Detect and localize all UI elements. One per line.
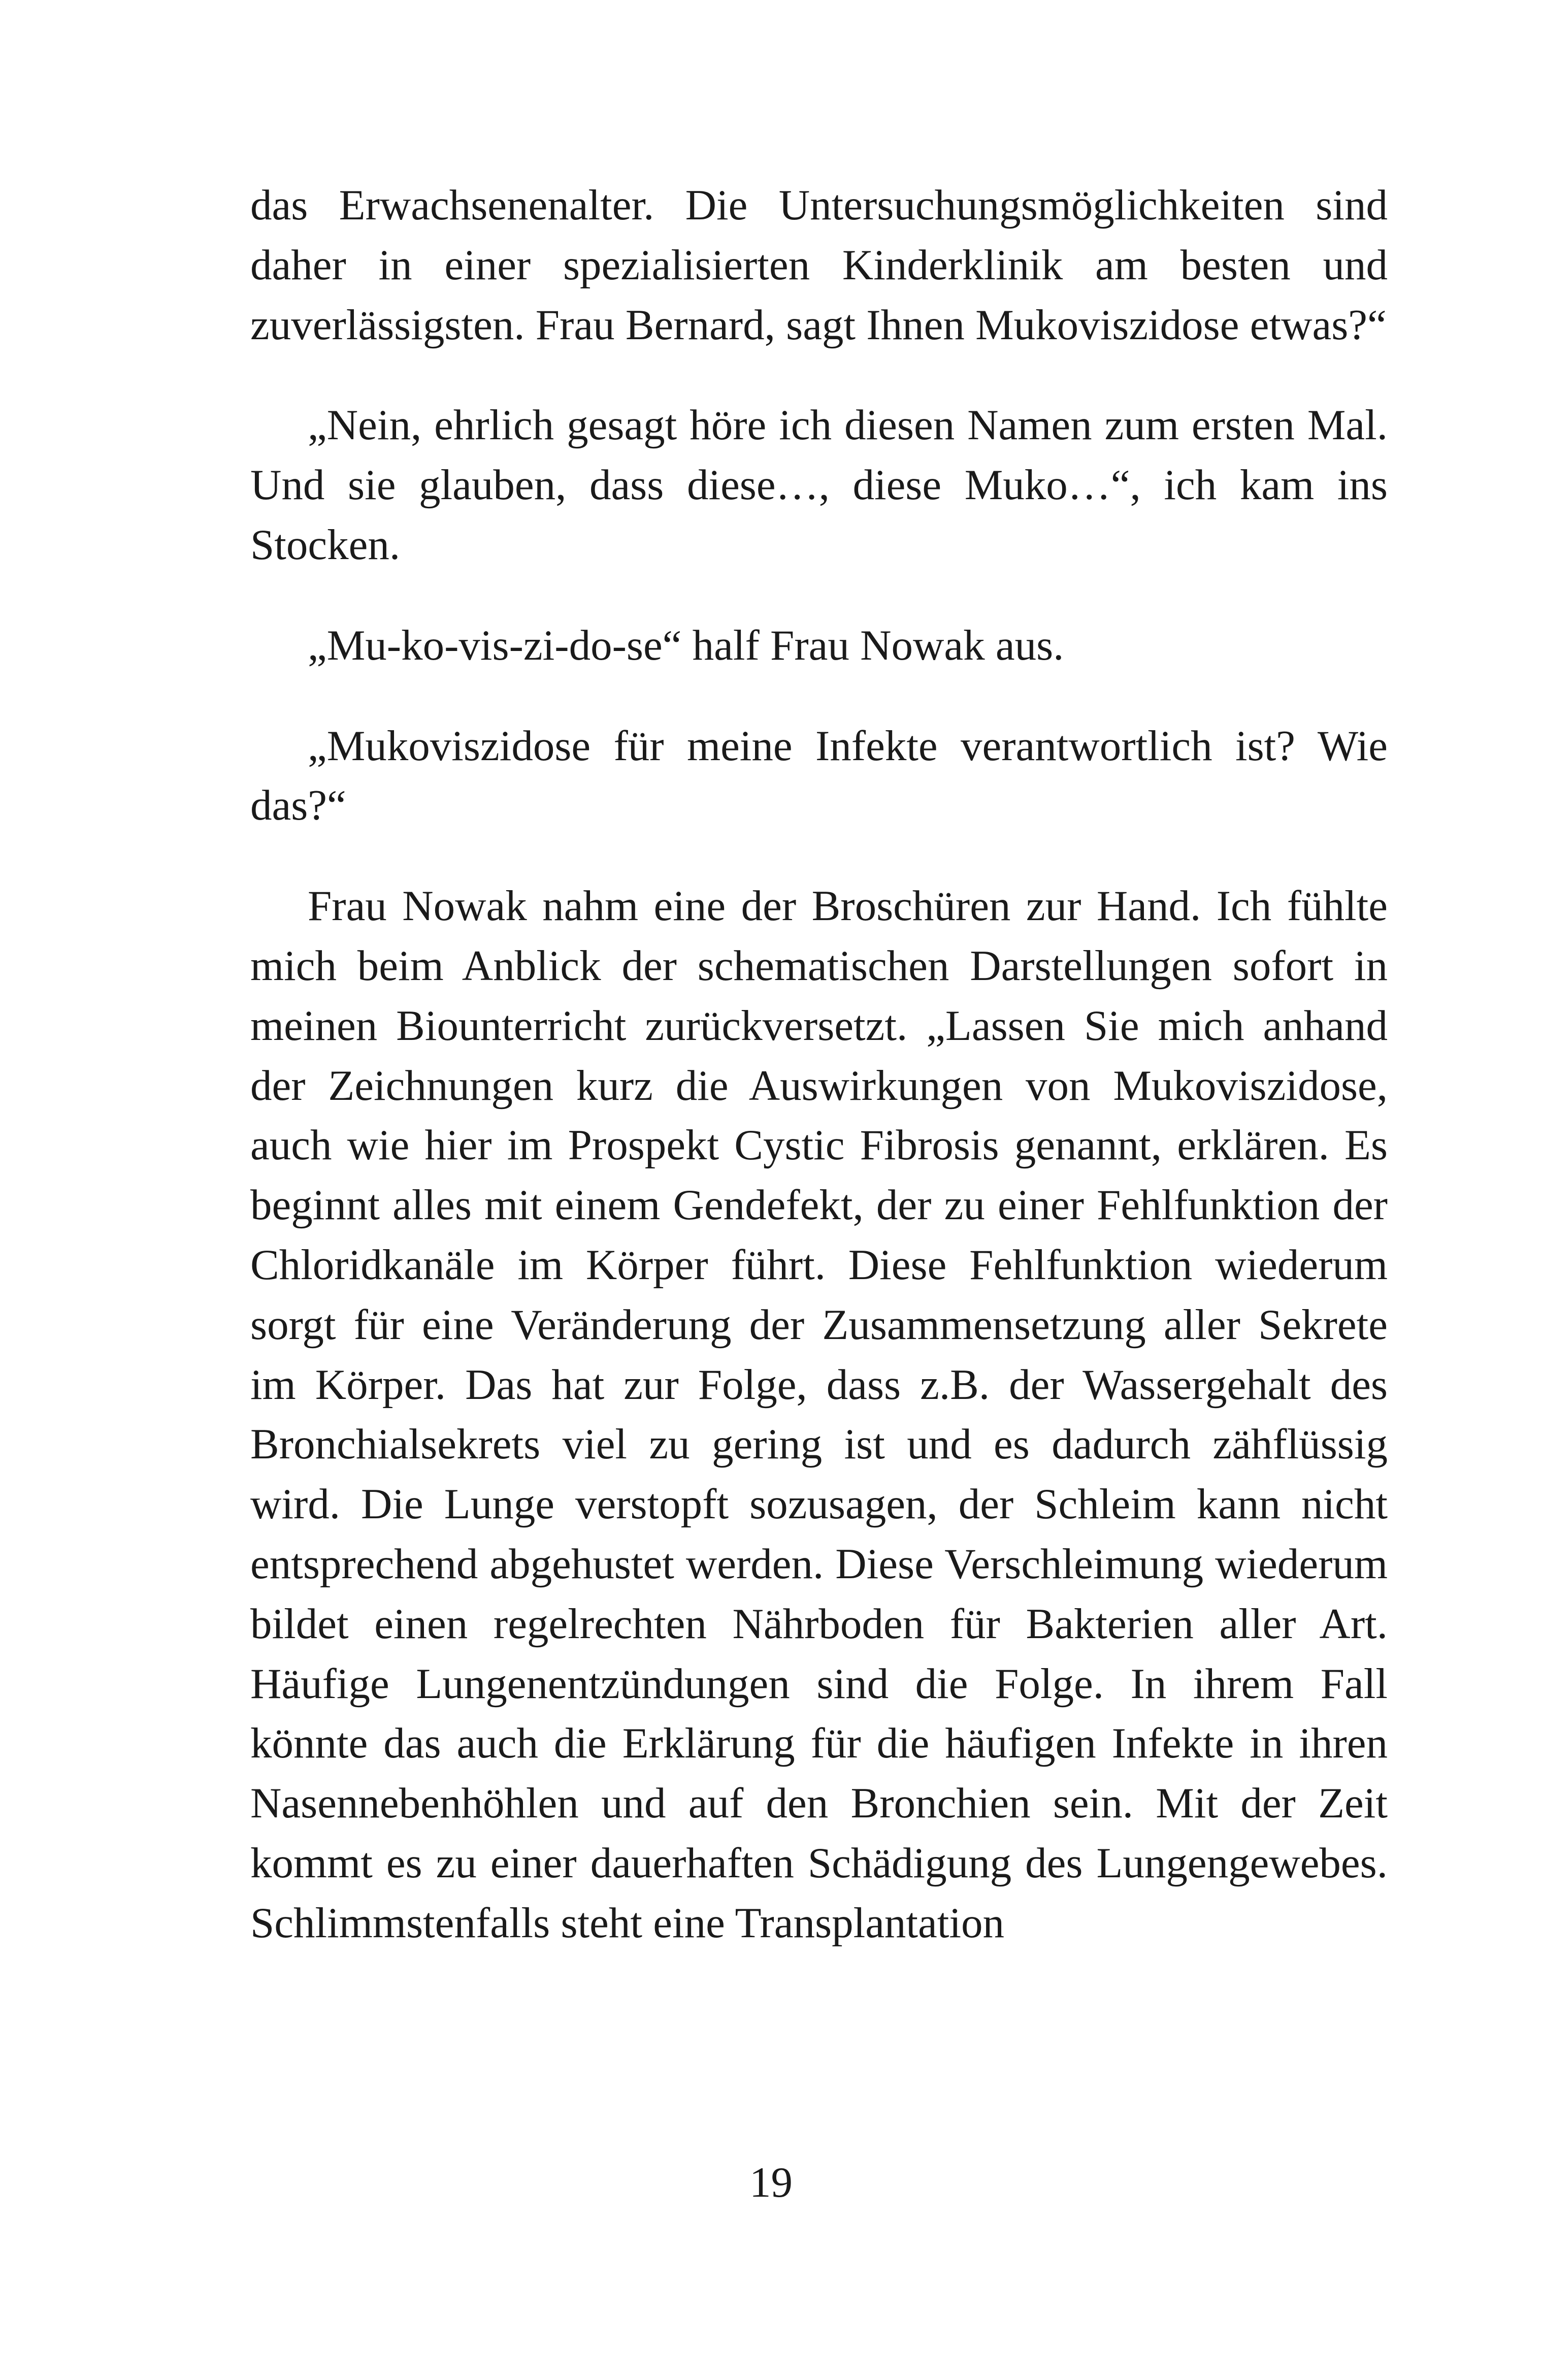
paragraph-dialogue: „Nein, ehrlich gesagt höre ich diesen Namen zum ersten Mal. Und sie glauben, dass diese…, diese Muko…“, ich kam ins Stocken. xyxy=(250,401,1388,569)
paragraph-explanation: Frau Nowak nahm eine der Broschüren zur Hand. Ich fühlte mich beim Anblick der schematischen Darstellungen sofort in meinen Biounterricht zurückversetzt. „Lassen Sie mich anhand der Zeichnungen kurz die Auswirkungen von Mukoviszidose, auch wie hier im Prospekt Cystic Fibrosis genannt, erklären. Es beginnt alles mit einem Gendefekt, der zu einer Fehlfunktion der Chloridkanäle im Körper führt. Diese Fehlfunktion wiederum sorgt für eine Veränderung der Zusammensetzung aller Sekrete im Körper. Das hat zur Folge, dass z.B. der Wassergehalt des Bronchialsekrets viel zu gering ist und es dadurch zähflüssig wird. Die Lunge verstopft sozusagen, der Schleim kann nicht entsprechend abgehustet werden. Diese Verschleimung wiederum bildet einen regelrechten Nährboden für Bakterien aller Art. Häufige Lungenentzündungen sind die Folge. In ihrem Fall könnte das auch die Erklärung für die häufigen Infekte in ihren Nasennebenhöhlen und auf den Bronchien sein. Mit der Zeit kommt es zu einer dauerhaften Schädigung des Lungengewebes. Schlimmstenfalls steht eine Transplantation xyxy=(250,882,1388,1947)
paragraph-dialogue: „Mu-ko-vis-zi-do-se“ half Frau Nowak aus. xyxy=(308,621,1064,669)
page-number: 19 xyxy=(749,2159,793,2206)
paragraph-continuation: das Erwachsenenalter. Die Untersuchungsmöglichkeiten sind daher in einer spezialisierten Kinderklinik am besten und zuverlässigsten. Frau Bernard, sagt Ihnen Mukoviszidose etwas?“ xyxy=(250,181,1388,349)
body-text xyxy=(250,176,1388,1953)
paragraph-dialogue: „Mukoviszidose für meine Infekte verantwortlich ist? Wie das?“ xyxy=(250,722,1388,830)
